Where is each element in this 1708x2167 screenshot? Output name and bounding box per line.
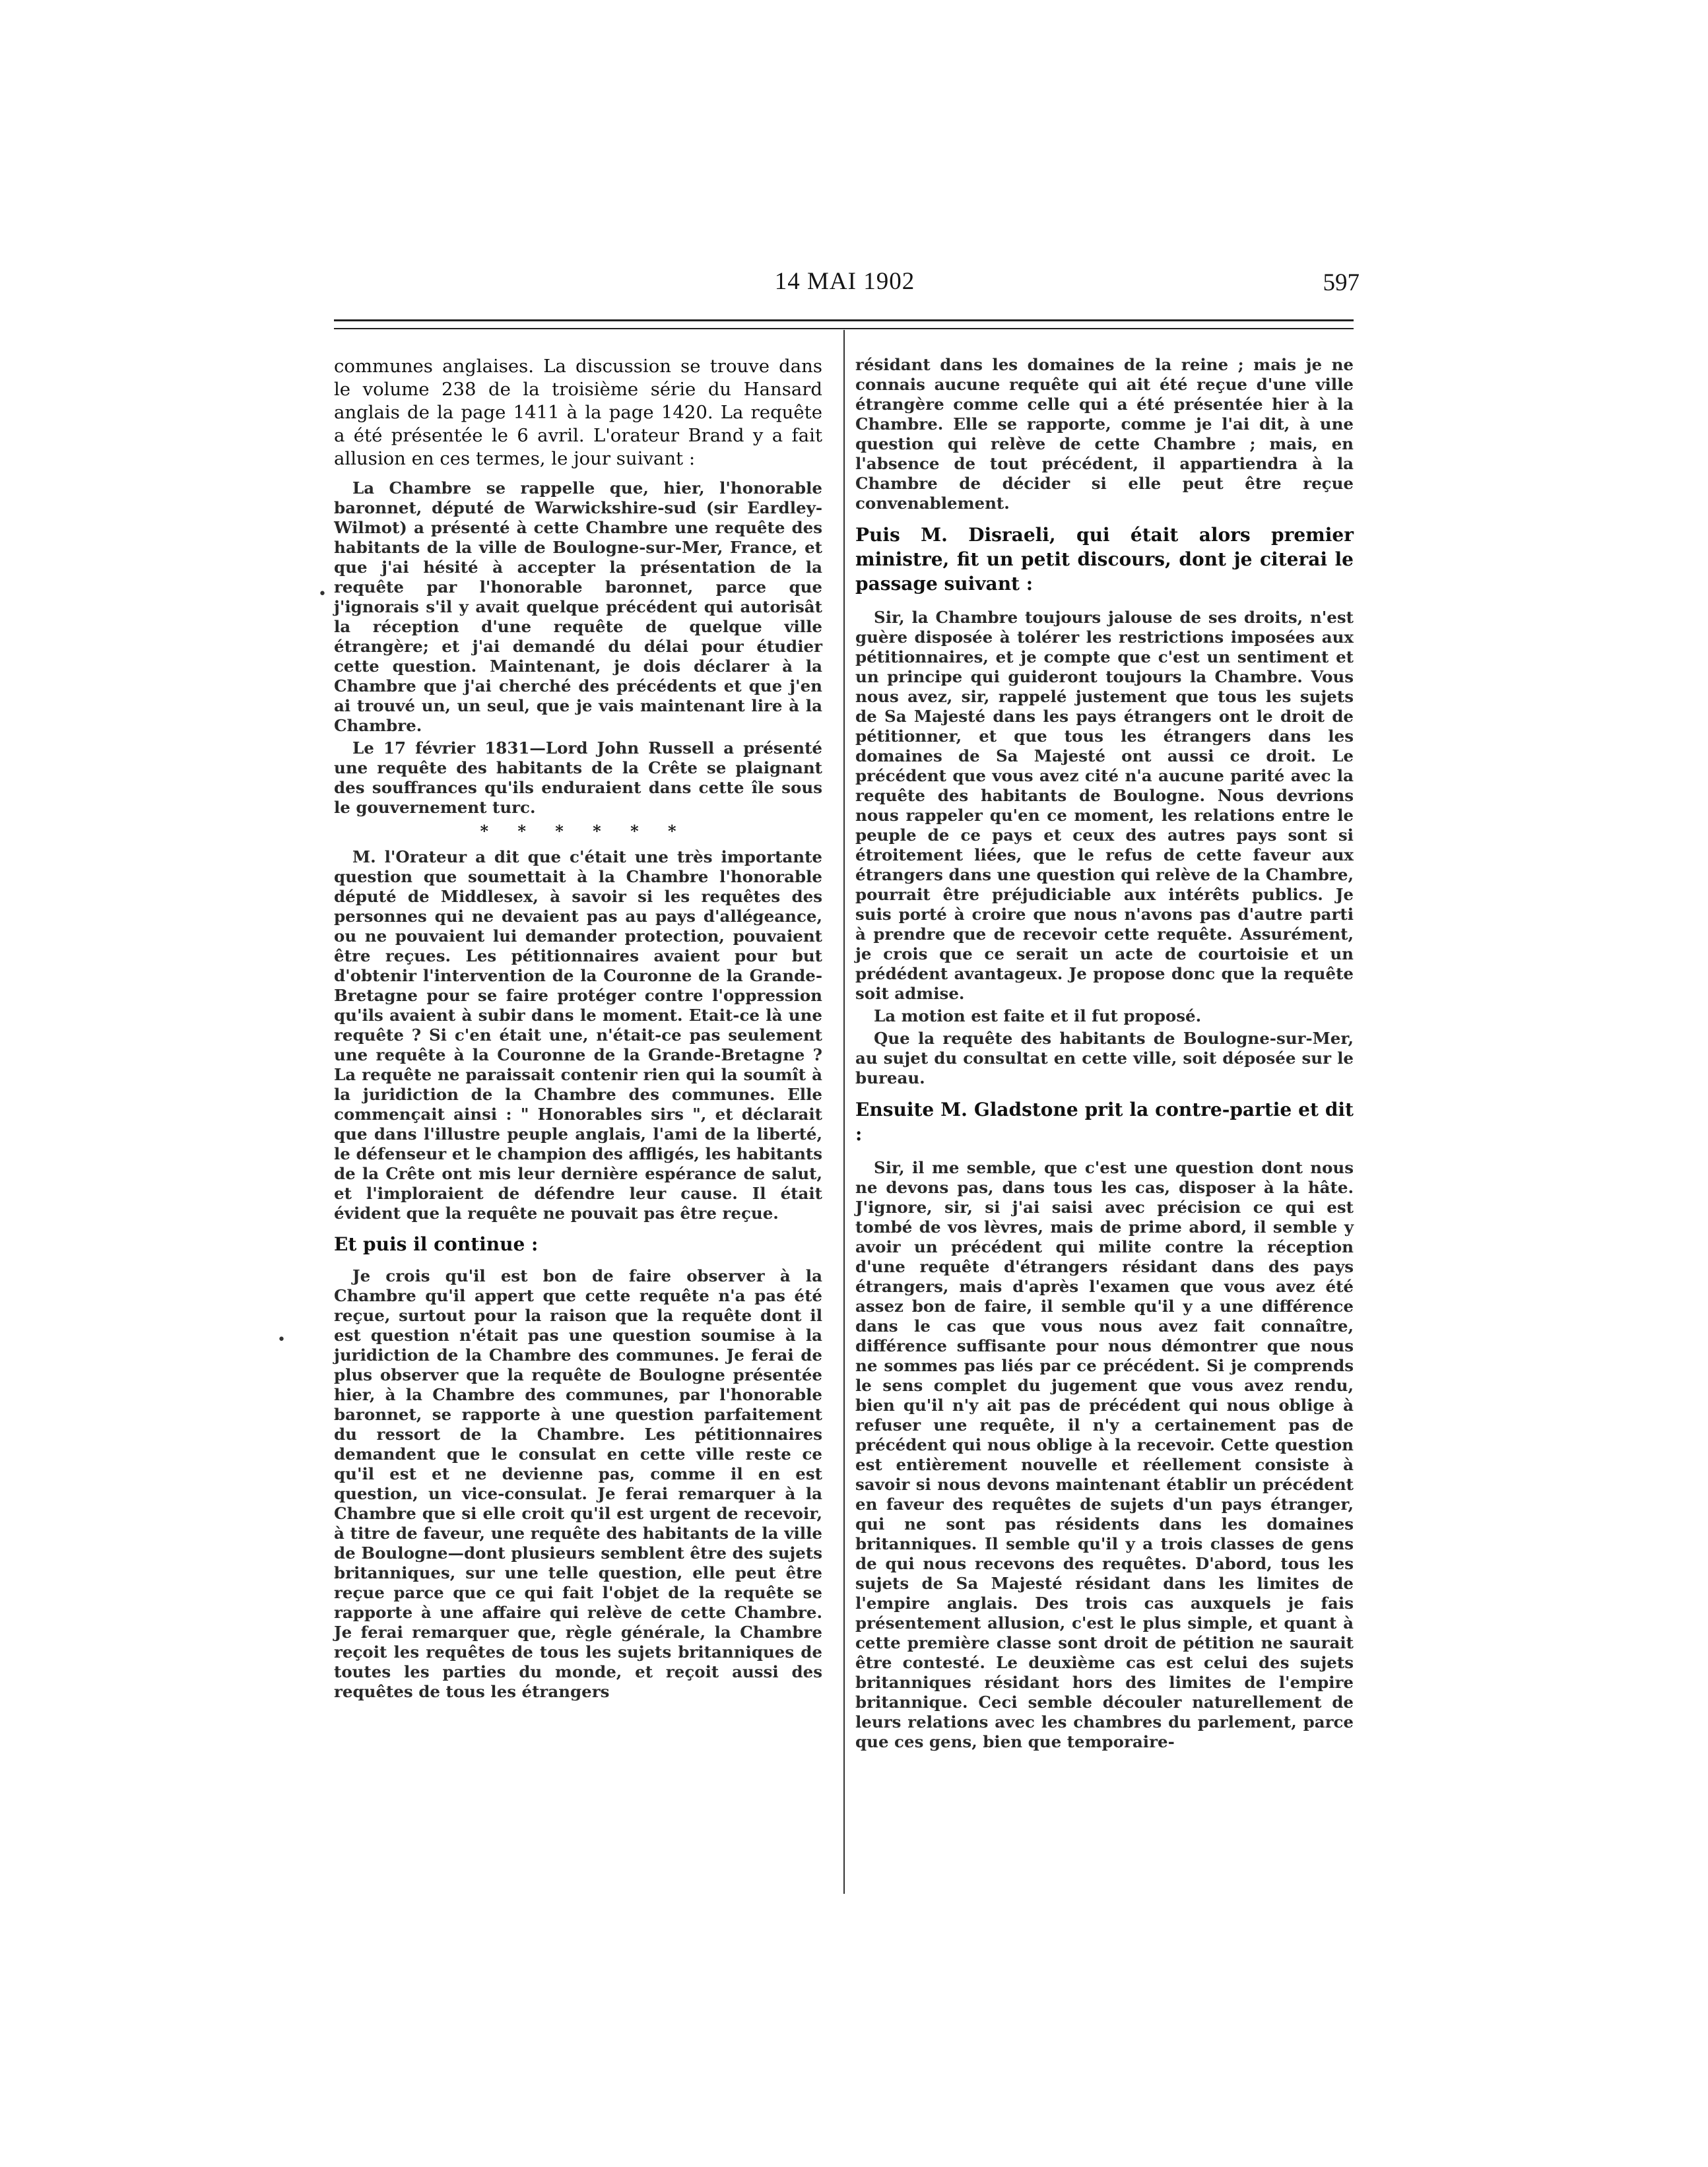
quote-paragraph: La motion est faite et il fut proposé. (874, 1006, 1202, 1025)
page-date: 14 MAI 1902 (774, 268, 915, 295)
quote-paragraph: La Chambre se rappelle que, hier, l'honorable baronnet, député de Warwickshire-sud (sir Eardley-Wilmot) a présenté à cette Chambre une requête des habitants de la ville de Boulogne-sur-Mer, France, et que j'ai hésité à accepter la présentation de la requête par l'honorable baronnet, parce que j'ignorais s'il y avait quelque précédent qui autorisât la réception d'une requête de quelque ville étrangère; et j'ai demandé du délai pour étudier cette question. Maintenant, je dois déclarer à la Chambre que j'ai cherché des précédents et que j'en ai trouvé un, un seul, que je vais maintenant lire à la Chambre. (334, 478, 822, 735)
page-header (330, 267, 1360, 307)
quote-paragraph: Sir, il me semble, que c'est une question dont nous ne devons pas, dans tous les cas, disposer à la hâte. J'ignore, sir, si j'ai saisi avec précision ce qui est tombé de vos lèvres, mais de prime abord, il semble y avoir un précédent qui milite contre la réception d'une requête d'étrangers résidant dans des pays étrangers, mais d'après l'examen que vous avez été assez bon de faire, il semble qu'il y a une différence dans le cas que vous nous avez fait connaître, différence suffisante pour nous démontrer que nous ne sommes pas liés par ce précédent. Si je comprends le sens complet du jugement que vous avez rendu, bien qu'il n'y ait pas de précédent qui nous oblige à refuser une requête, il n'y a certainement pas de précédent qui nous oblige à la recevoir. Cette question est entièrement nouvelle et réellement consiste à savoir si nous devons maintenant établir un précédent en faveur des requêtes de sujets d'un pays étranger, qui ne sont pas résidents dans les domaines britanniques. Il semble qu'il y a trois classes de gens de qui nous recevons des requêtes. D'abord, tous les sujets de Sa Majesté résidant dans les limites de l'empire anglais. Des trois cas auxquels je fais présentement allusion, c'est le plus simple, et quant à cette première classe sont droit de pétition ne saurait être contesté. Le deuxième cas est celui des sujets britanniques résidant hors des limites de l'empire britannique. Ceci semble découler naturellement de leurs relations avec les chambres du parlement, parce que ces gens, bien que temporaire- (855, 1158, 1354, 1751)
right-column (855, 355, 1354, 1756)
left-column (334, 355, 822, 1706)
subheading: Et puis il continue : (334, 1233, 539, 1255)
section-separator: * * * * * * (480, 822, 676, 841)
quote-paragraph: Que la requête des habitants de Boulogne-sur-Mer, au sujet du consultat en cette ville, soit déposée sur le bureau. (855, 1029, 1354, 1087)
margin-mark-icon: • (277, 1332, 286, 1348)
quote-paragraph: M. l'Orateur a dit que c'était une très importante question que soumettait à la Chambre l'honorable député de Middlesex, à savoir si les requêtes des personnes qui ne devaient pas au pays d'allégeance, ou ne pouvaient lui demander protection, pouvaient être reçues. Les pétitionnaires avaient pour but d'obtenir l'intervention de la Couronne de la Grande-Bretagne pour se faire protéger contre l'oppression qu'ils avaient à subir dans le moment. Etait-ce là une requête ? Si c'en était une, n'était-ce pas seulement une requête à la Couronne de la Grande-Bretagne ? La requête ne paraissait contenir rien qui la soumît à la juridiction de la Chambre des communes. Elle commençait ainsi : " Honorables sirs ", et déclarait que dans l'illustre peuple anglais, l'ami de la liberté, le défenseur et le champion des affligés, les habitants de la Crête ont mis leur dernière espérance de salut, et l'imploraient de défendre leur cause. Il était évident que la requête ne pouvait pas être reçue. (334, 847, 822, 1223)
intro-paragraph: communes anglaises. La discussion se trouve dans le volume 238 de la troisième série du Hansard anglais de la page 1411 à la page 1420. La requête a été présentée le 6 avril. L'orateur Brand y a fait allusion en ces termes, le jour suivant : (334, 356, 822, 469)
page-number: 597 (1323, 269, 1360, 296)
quote-paragraph: Le 17 février 1831—Lord John Russell a présenté une requête des habitants de la Crête se plaignant des souffrances qu'ils enduraient dans cette île sous le gouvernement turc. (334, 738, 822, 817)
quote-paragraph: résidant dans les domaines de la reine ; mais je ne connais aucune requête qui ait été reçue d'une ville étrangère comme celle qui a été présentée hier à la Chambre. Elle se rapporte, comme je l'ai dit, à une question qui relève de cette Chambre ; mais, en l'absence de tout précédent, il appartiendra à la Chambre de décider si elle peut être reçue convenablement. (855, 355, 1354, 513)
quote-paragraph: Sir, la Chambre toujours jalouse de ses droits, n'est guère disposée à tolérer les restrictions imposées aux pétitionnaires, et je compte que c'est un sentiment et un principe qui guideront toujours la Chambre. Vous nous avez, sir, rappelé justement que tous les sujets de Sa Majesté dans les pays étrangers ont le droit de pétitionner, et que tous les étrangers dans les domaines de Sa Majesté ont aussi ce droit. Le précédent que vous avez cité n'a aucune parité avec la requête des habitants de Boulogne. Nous devrions nous rappeler qu'en ce moment, les relations entre le peuple de ce pays et ceux des autres pays sont si étroitement liées, que le refus de cette faveur aux étrangers dans une question qui relève de la Chambre, pourrait être préjudiciable aux intérêts publics. Je suis porté à croire que nous n'avons pas d'autre parti à prendre que de recevoir cette requête. Assurément, je crois que ce serait un acte de courtoisie et un prédédent avantageux. Je propose donc que la requête soit admise. (855, 608, 1354, 1003)
quote-paragraph: Je crois qu'il est bon de faire observer à la Chambre qu'il appert que cette requête n'a pas été reçue, surtout pour la raison que la requête dont il est question n'était pas une question soumise à la juridiction de la Chambre des communes. Je ferai de plus observer que la requête de Boulogne présentée hier, à la Chambre des communes, par l'honorable baronnet, se rapporte à une question parfaitement du ressort de la Chambre. Les pétitionnaires demandent que le consulat en cette ville reste ce qu'il est et ne devienne pas, comme il en est question, un vice-consulat. Je ferai remarquer à la Chambre que si elle croit qu'il est urgent de recevoir, à titre de faveur, une requête des habitants de la ville de Boulogne—dont plusieurs semblent être des sujets britanniques, sur une telle question, elle peut être reçue parce que ce qui fait l'objet de la requête se rapporte à une affaire qui relève de cette Chambre. Je ferai remarquer que, règle générale, la Chambre reçoit les requêtes de tous les sujets britanniques de toutes les parties du monde, et reçoit aussi des requêtes de tous les étrangers (334, 1266, 822, 1701)
body-paragraph: Puis M. Disraeli, qui était alors premier ministre, fit un petit discours, dont je citerai le passage suivant : (855, 524, 1354, 595)
column-divider (843, 330, 845, 1894)
body-paragraph: Ensuite M. Gladstone prit la contre-partie et dit : (855, 1099, 1354, 1145)
header-rule (334, 319, 1354, 329)
margin-mark-icon: • (318, 586, 327, 602)
